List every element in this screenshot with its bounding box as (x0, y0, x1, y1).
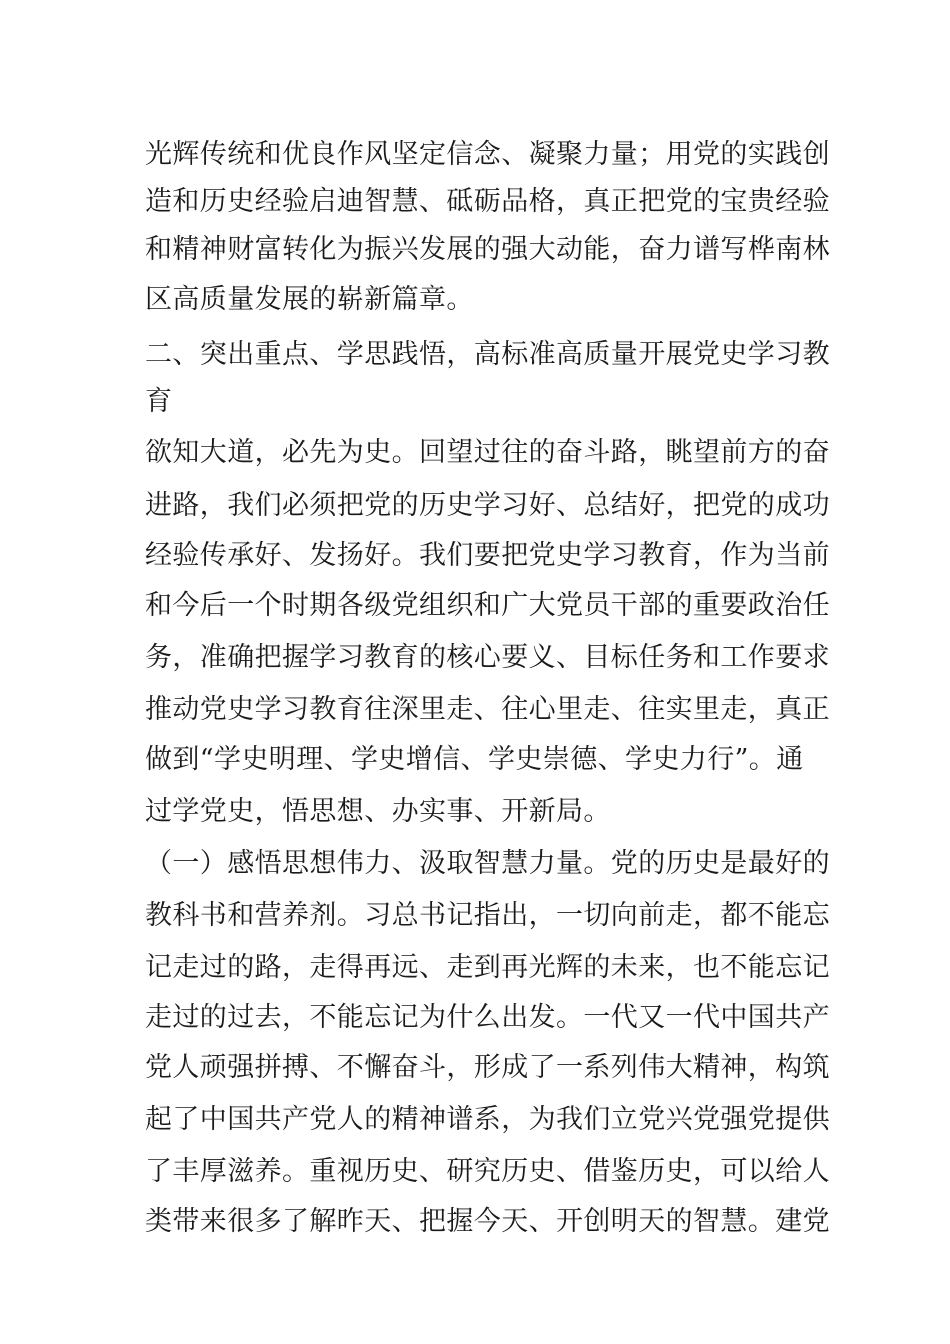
text-line: 光辉传统和优良作风坚定信念、凝聚力量；用党的实践创 (145, 139, 830, 170)
text-line: 教科书和营养剂。习总书记指出，一切向前走，都不能忘 (145, 900, 830, 931)
text-line: 和今后一个时期各级党组织和广大党员干部的重要政治任 (145, 590, 830, 621)
text-line: 经验传承好、发扬好。我们要把党史学习教育，作为当前 (145, 540, 830, 571)
text-line: 走过的过去，不能忘记为什么出发。一代又一代中国共产 (145, 1002, 830, 1033)
text-line: 党人顽强拼搏、不懈奋斗，形成了一系列伟大精神，构筑 (145, 1052, 830, 1083)
text-line: 进路，我们必须把党的历史学习好、总结好，把党的成功 (145, 490, 830, 521)
text-line: 造和历史经验启迪智慧、砥砺品格，真正把党的宝贵经验 (145, 186, 830, 217)
section-heading: 育 (145, 386, 173, 417)
text-line: 类带来很多了解昨天、把握今天、开创明天的智慧。建党 (145, 1206, 830, 1237)
text-line: 欲知大道，必先为史。回望过往的奋斗路，眺望前方的奋 (145, 437, 830, 468)
text-line: 做到“学史明理、学史增信、学史崇德、学史力行”。通 (145, 744, 804, 775)
text-line: 过学党史，悟思想、办实事、开新局。 (145, 796, 611, 827)
subsection-line: （一）感悟思想伟力、汲取智慧力量。党的历史是最好的 (145, 848, 830, 879)
text-line: 记走过的路，走得再远、走到再光辉的未来，也不能忘记 (145, 952, 830, 983)
section-heading: 二、突出重点、学思践悟，高标准高质量开展党史学习教 (145, 339, 830, 370)
text-line: 区高质量发展的崭新篇章。 (145, 284, 474, 315)
text-line: 起了中国共产党人的精神谱系，为我们立党兴党强党提供 (145, 1104, 830, 1135)
text-line: 务，准确把握学习教育的核心要义、目标任务和工作要求 (145, 642, 830, 673)
text-line: 推动党史学习教育往深里走、往心里走、往实里走，真正 (145, 694, 830, 725)
text-line: 和精神财富转化为振兴发展的强大动能，奋力谱写桦南林 (145, 234, 830, 265)
text-line: 了丰厚滋养。重视历史、研究历史、借鉴历史，可以给人 (145, 1156, 830, 1187)
